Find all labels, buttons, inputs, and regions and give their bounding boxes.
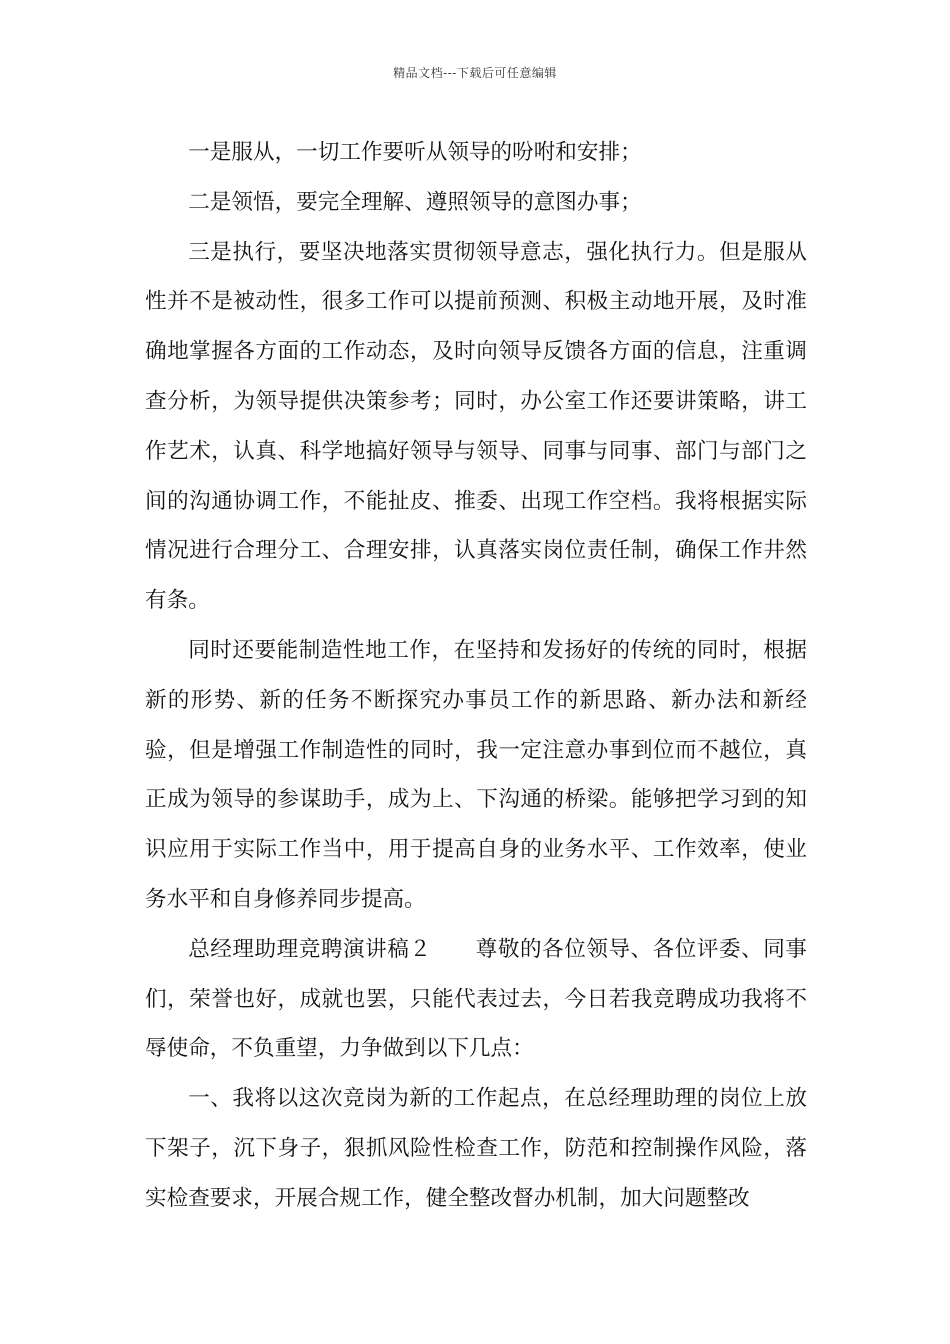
paragraph-creativity: 同时还要能制造性地工作，在坚持和发扬好的传统的同时，根据新的形势、新的任务不断探究办事员工作的新思路、新办法和新经验，但是增强工作制造性的同时，我一定注意办事到位而不越位，真正成为领导的参谋助手，成为上、下沟通的桥梁。能够把学习到的知识应用于实际工作当中，用于提高自身的业务水平、工作效率，使业务水平和自身修养同步提高。 — [145, 637, 807, 912]
paragraph-obedience: 一是服从，一切工作要听从领导的吩咐和安排； — [188, 140, 642, 165]
paragraph-point-one: 一、我将以这次竞岗为新的工作起点，在总经理助理的岗位上放下架子，沉下身子，狠抓风险性检查工作，防范和控制操作风险，落实检查要求，开展合规工作，健全整改督办机制，加大问题整改 — [145, 1086, 807, 1211]
paragraph-comprehension: 二是领悟，要完全理解、遵照领导的意图办事； — [188, 189, 642, 215]
document-body — [145, 128, 807, 1224]
page-header: 精品文档---下载后可任意编辑 — [393, 66, 557, 80]
paragraph-speech-opening: 总经理助理竞聘演讲稿２ 尊敬的各位领导、各位评委、同事们，荣誉也好，成就也罢，只能代表过去，今日若我竞聘成功我将不辱使命，不负重望，力争做到以下几点： — [145, 936, 807, 1062]
paragraph-execution: 三是执行，要坚决地落实贯彻领导意志，强化执行力。但是服从性并不是被动性，很多工作可以提前预测、积极主动地开展，及时准确地掌握各方面的工作动态，及时向领导反馈各方面的信息，注重调查分析，为领导提供决策参考；同时，办公室工作还要讲策略，讲工作艺术，认真、科学地搞好领导与领导、同事与同事、部门与部门之间的沟通协调工作，不能扯皮、推委、出现工作空档。我将根据实际情况进行合理分工、合理安排，认真落实岗位责任制，确保工作井然有条。 — [145, 239, 807, 614]
